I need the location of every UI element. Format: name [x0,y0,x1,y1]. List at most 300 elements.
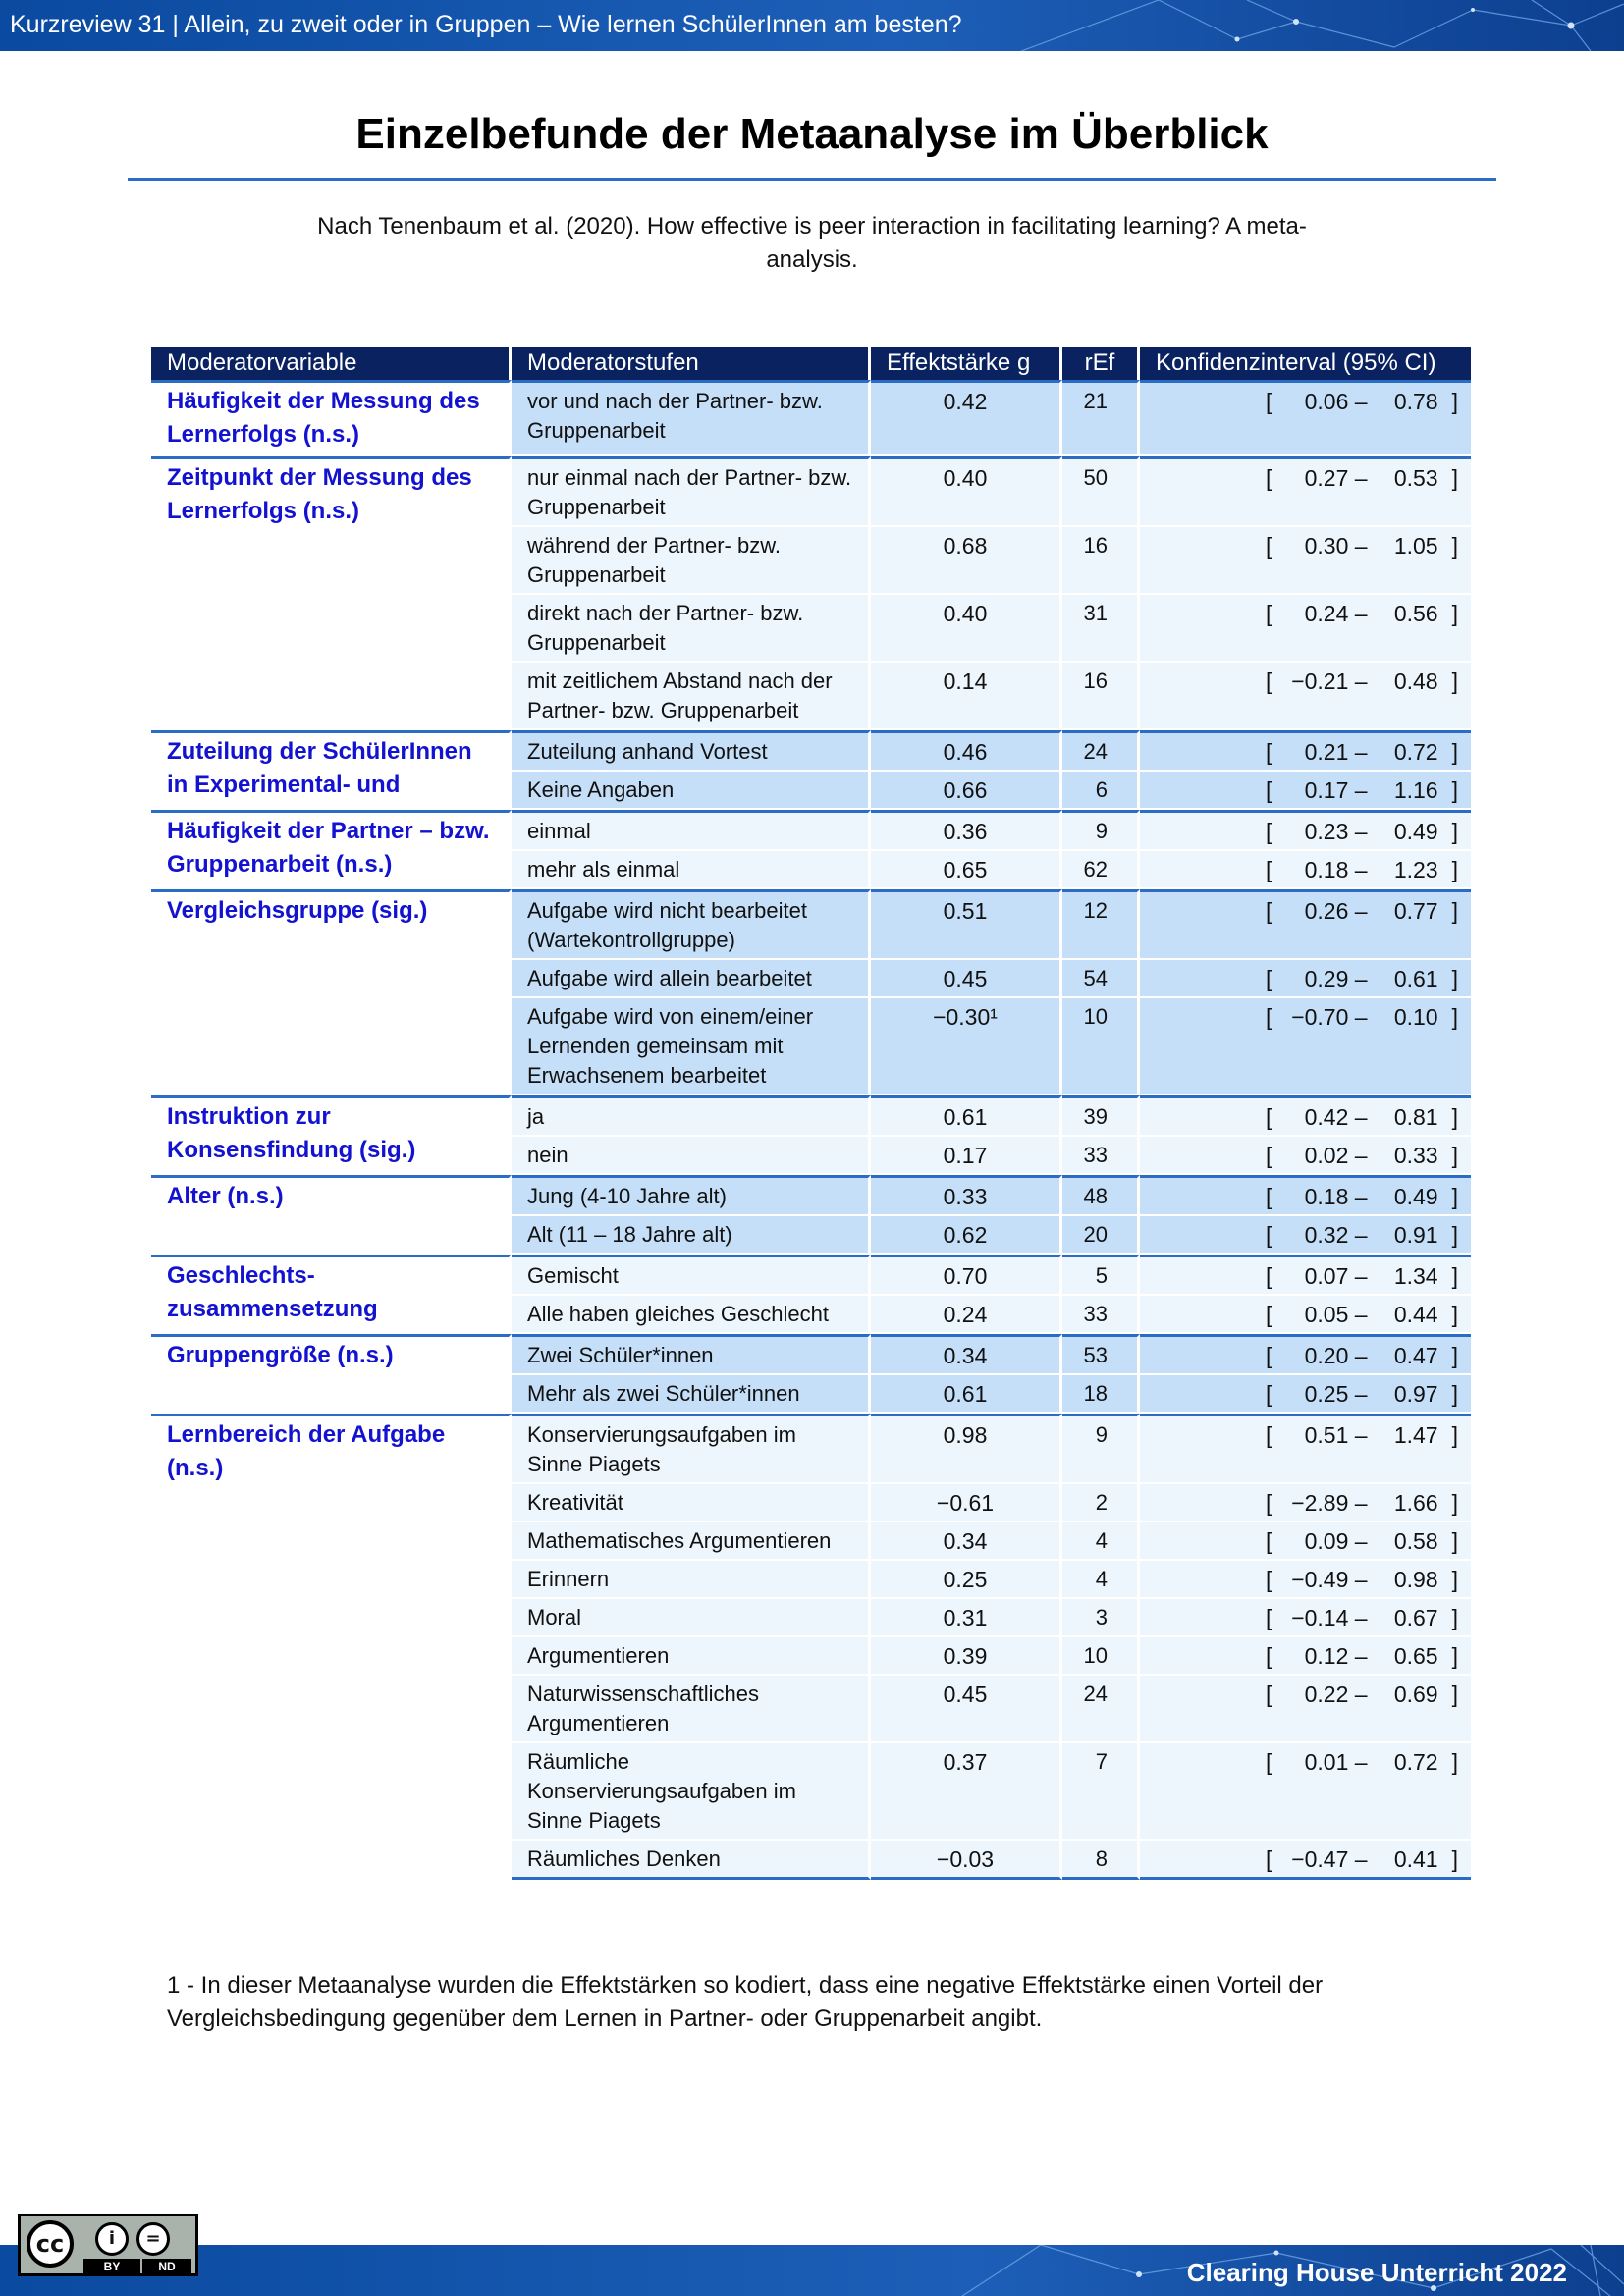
ci-cell [1140,1599,1471,1637]
ci-upper: 1.23 [1393,857,1438,882]
ci-dash: – [1348,1302,1368,1327]
ci-upper: 0.44 [1393,1302,1438,1327]
ci-lower: 0.25 [1304,1381,1349,1407]
ci-open-bracket: [ [1266,857,1272,882]
ci-dash: – [1348,1567,1368,1592]
k-cell: 4 [1062,1522,1140,1561]
effect-cell: 0.14 [871,663,1062,730]
moderator-cell: Alter (n.s.) [151,1175,512,1255]
ci-cell [1140,1216,1471,1255]
table-row [151,1414,1471,1484]
ci-dash: – [1348,777,1368,803]
ci-close-bracket: ] [1451,1567,1458,1592]
ci-open-bracket: [ [1266,739,1272,765]
footnote: 1 - In dieser Metaanalyse wurden die Effektstärken so kodiert, dass eine negative Effektstärke einen Vorteil der Vergleichsbedingung gegenüber dem Lernen in Partner- oder Gruppenarbeit angibt. [167,1972,1324,2032]
header-k: rEf [1062,347,1140,380]
ci-cell [1140,1175,1471,1216]
ci-upper: 0.98 [1393,1567,1438,1592]
table-row [151,810,1471,851]
table-row [151,456,1471,527]
header-effect: Effektstärke g [871,347,1062,380]
effect-cell: 0.31 [871,1599,1062,1637]
ci-dash: – [1348,739,1368,765]
ci-close-bracket: ] [1451,898,1458,924]
level-cell: nur einmal nach der Partner- bzw. Gruppenarbeit [512,456,871,527]
level-cell: Naturwissenschaftliches Argumentieren [512,1676,871,1743]
k-cell: 3 [1062,1599,1140,1637]
moderator-cell: Vergleichsgruppe (sig.) [151,889,512,1095]
ci-cell [1140,960,1471,998]
ci-lower: 0.09 [1304,1528,1349,1554]
ci-dash: – [1348,533,1368,559]
ci-dash: – [1348,1381,1368,1407]
ci-open-bracket: [ [1266,898,1272,924]
ci-open-bracket: [ [1266,1682,1272,1707]
level-cell: Jung (4-10 Jahre alt) [512,1175,871,1216]
ci-upper: 0.91 [1393,1222,1438,1248]
ci-lower: −0.49 [1291,1567,1349,1592]
ci-close-bracket: ] [1451,1749,1458,1775]
effect-cell: 0.36 [871,810,1062,851]
k-cell: 8 [1062,1841,1140,1880]
ci-cell [1140,1676,1471,1743]
effect-cell: −0.61 [871,1484,1062,1522]
ci-close-bracket: ] [1451,1302,1458,1327]
ci-cell [1140,1841,1471,1880]
level-cell: Zwei Schüler*innen [512,1334,871,1375]
ci-dash: – [1348,898,1368,924]
ci-dash: – [1348,601,1368,626]
k-cell: 5 [1062,1255,1140,1296]
ci-lower: 0.30 [1304,533,1349,559]
header-text: Kurzreview 31 | Allein, zu zweit oder in Gruppen – Wie lernen SchülerInnen am besten? [10,11,962,38]
effect-cell: 0.40 [871,456,1062,527]
ci-dash: – [1348,857,1368,882]
ci-lower: 0.26 [1304,898,1349,924]
table-row [151,889,1471,960]
ci-lower: 0.02 [1304,1143,1349,1168]
level-cell: Kreativität [512,1484,871,1522]
ci-close-bracket: ] [1451,1381,1458,1407]
footer-text: Clearing House Unterricht 2022 [1186,2258,1567,2287]
ci-dash: – [1348,819,1368,844]
ci-open-bracket: [ [1266,533,1272,559]
ci-cell [1140,772,1471,810]
ci-upper: 0.78 [1393,389,1438,414]
effect-cell: 0.45 [871,1676,1062,1743]
level-cell: Aufgabe wird allein bearbeitet [512,960,871,998]
ci-cell [1140,380,1471,456]
effect-cell: 0.70 [871,1255,1062,1296]
ci-dash: – [1348,1263,1368,1289]
moderator-cell: Zuteilung der SchülerInnen in Experimental- und [151,730,512,810]
ci-cell [1140,1743,1471,1841]
level-cell: Gemischt [512,1255,871,1296]
k-cell: 10 [1062,1637,1140,1676]
level-cell: Alt (11 – 18 Jahre alt) [512,1216,871,1255]
level-cell: einmal [512,810,871,851]
level-cell: mit zeitlichem Abstand nach der Partner- bzw. Gruppenarbeit [512,663,871,730]
ci-open-bracket: [ [1266,601,1272,626]
ci-open-bracket: [ [1266,465,1272,491]
ci-close-bracket: ] [1451,601,1458,626]
ci-close-bracket: ] [1451,1682,1458,1707]
ci-close-bracket: ] [1451,465,1458,491]
ci-open-bracket: [ [1266,1302,1272,1327]
ci-close-bracket: ] [1451,1263,1458,1289]
ci-cell [1140,730,1471,772]
ci-open-bracket: [ [1266,966,1272,991]
ci-lower: 0.18 [1304,857,1349,882]
ci-dash: – [1348,1846,1368,1872]
k-cell: 7 [1062,1743,1140,1841]
license-by-label: BY [83,2259,140,2274]
table-row [151,1255,1471,1296]
level-cell: Konservierungsaufgaben im Sinne Piagets [512,1414,871,1484]
ci-lower: −0.70 [1291,1004,1349,1030]
effect-cell: 0.39 [871,1637,1062,1676]
ci-lower: 0.06 [1304,389,1349,414]
ci-dash: – [1348,389,1368,414]
ci-lower: 0.51 [1304,1422,1349,1448]
ci-lower: −2.89 [1291,1490,1349,1516]
level-cell: Mehr als zwei Schüler*innen [512,1375,871,1414]
ci-open-bracket: [ [1266,1846,1272,1872]
k-cell: 4 [1062,1561,1140,1599]
ci-open-bracket: [ [1266,1104,1272,1130]
ci-dash: – [1348,1605,1368,1630]
ci-dash: – [1348,1422,1368,1448]
ci-upper: 0.33 [1393,1143,1438,1168]
ci-close-bracket: ] [1451,533,1458,559]
ci-dash: – [1348,1643,1368,1669]
cc-license-badge [18,2214,198,2276]
ci-close-bracket: ] [1451,739,1458,765]
ci-dash: – [1348,1143,1368,1168]
level-cell: Aufgabe wird nicht bearbeitet (Wartekontrollgruppe) [512,889,871,960]
k-cell: 12 [1062,889,1140,960]
k-cell: 48 [1062,1175,1140,1216]
ci-upper: 0.67 [1393,1605,1438,1630]
level-cell: Mathematisches Argumentieren [512,1522,871,1561]
ci-close-bracket: ] [1451,819,1458,844]
level-cell: mehr als einmal [512,851,871,889]
effect-cell: 0.25 [871,1561,1062,1599]
effect-cell: 0.65 [871,851,1062,889]
ci-upper: 1.05 [1393,533,1438,559]
header-bar [0,0,1624,51]
level-cell: ja [512,1095,871,1137]
ci-upper: 0.48 [1393,668,1438,694]
ci-dash: – [1348,1184,1368,1209]
ci-lower: 0.17 [1304,777,1349,803]
k-cell: 62 [1062,851,1140,889]
ci-upper: 1.66 [1393,1490,1438,1516]
ci-upper: 0.49 [1393,1184,1438,1209]
ci-upper: 0.97 [1393,1381,1438,1407]
effect-cell: 0.62 [871,1216,1062,1255]
ci-open-bracket: [ [1266,1143,1272,1168]
ci-cell [1140,595,1471,663]
moderator-cell: Häufigkeit der Partner – bzw. Gruppenarbeit (n.s.) [151,810,512,889]
effect-cell: 0.61 [871,1095,1062,1137]
effect-cell: 0.33 [871,1175,1062,1216]
effect-cell: 0.46 [871,730,1062,772]
k-cell: 16 [1062,663,1140,730]
moderator-cell: Häufigkeit der Messung des Lernerfolgs (n.s.) [151,380,512,456]
ci-upper: 1.16 [1393,777,1438,803]
ci-open-bracket: [ [1266,1184,1272,1209]
ci-close-bracket: ] [1451,1004,1458,1030]
ci-upper: 0.41 [1393,1846,1438,1872]
ci-lower: −0.47 [1291,1846,1349,1872]
header-ci: Konfidenzinterval (95% CI) [1140,347,1471,380]
level-cell: Zuteilung anhand Vortest [512,730,871,772]
title-divider [128,178,1496,181]
no-derivatives-icon: = [136,2222,170,2256]
ci-close-bracket: ] [1451,966,1458,991]
ci-cell [1140,527,1471,595]
ci-dash: – [1348,1749,1368,1775]
k-cell: 31 [1062,595,1140,663]
footer-bar [0,2245,1624,2296]
effect-cell: 0.40 [871,595,1062,663]
ci-dash: – [1348,1222,1368,1248]
ci-upper: 0.49 [1393,819,1438,844]
k-cell: 50 [1062,456,1140,527]
ci-dash: – [1348,966,1368,991]
k-cell: 10 [1062,998,1140,1095]
ci-lower: 0.07 [1304,1263,1349,1289]
ci-lower: 0.05 [1304,1302,1349,1327]
ci-cell [1140,1137,1471,1175]
ci-close-bracket: ] [1451,1846,1458,1872]
ci-upper: 0.77 [1393,898,1438,924]
ci-upper: 0.10 [1393,1004,1438,1030]
k-cell: 21 [1062,380,1140,456]
ci-open-bracket: [ [1266,1643,1272,1669]
moderator-cell: Gruppengröße (n.s.) [151,1334,512,1414]
level-cell: Alle haben gleiches Geschlecht [512,1296,871,1334]
ci-lower: 0.29 [1304,966,1349,991]
effect-cell: 0.34 [871,1334,1062,1375]
effect-cell: 0.24 [871,1296,1062,1334]
ci-upper: 1.34 [1393,1263,1438,1289]
ci-lower: 0.20 [1304,1343,1349,1368]
k-cell: 54 [1062,960,1140,998]
ci-open-bracket: [ [1266,777,1272,803]
ci-cell [1140,1414,1471,1484]
ci-cell [1140,889,1471,960]
k-cell: 20 [1062,1216,1140,1255]
ci-cell [1140,1296,1471,1334]
page-title: Einzelbefunde der Metaanalyse im Überblick [355,110,1269,158]
k-cell: 9 [1062,1414,1140,1484]
level-cell: direkt nach der Partner- bzw. Gruppenarbeit [512,595,871,663]
table-row [151,1095,1471,1137]
ci-dash: – [1348,1343,1368,1368]
ci-upper: 0.72 [1393,1749,1438,1775]
effect-cell: −0.03 [871,1841,1062,1880]
ci-cell [1140,998,1471,1095]
table-row [151,1175,1471,1216]
ci-open-bracket: [ [1266,1528,1272,1554]
effect-cell: 0.68 [871,527,1062,595]
ci-cell [1140,1637,1471,1676]
cc-logo-icon: cc [27,2220,74,2268]
ci-cell [1140,663,1471,730]
ci-lower: 0.27 [1304,465,1349,491]
ci-cell [1140,1095,1471,1137]
ci-upper: 0.69 [1393,1682,1438,1707]
ci-close-bracket: ] [1451,1222,1458,1248]
k-cell: 24 [1062,730,1140,772]
ci-open-bracket: [ [1266,1263,1272,1289]
table-row [151,1334,1471,1375]
k-cell: 9 [1062,810,1140,851]
ci-open-bracket: [ [1266,1381,1272,1407]
ci-close-bracket: ] [1451,1143,1458,1168]
ci-dash: – [1348,668,1368,694]
ci-upper: 0.53 [1393,465,1438,491]
ci-cell [1140,1484,1471,1522]
ci-close-bracket: ] [1451,1184,1458,1209]
ci-dash: – [1348,1528,1368,1554]
ci-cell [1140,1334,1471,1375]
effect-cell: 0.37 [871,1743,1062,1841]
moderator-cell: Instruktion zur Konsensfindung (sig.) [151,1095,512,1175]
source-citation: Nach Tenenbaum et al. (2020). How effective is peer interaction in facilitating learning? A meta-analysis. [317,213,1307,273]
effect-cell: 0.34 [871,1522,1062,1561]
table-row [151,380,1471,456]
ci-open-bracket: [ [1266,1749,1272,1775]
effect-cell: 0.17 [871,1137,1062,1175]
effect-cell: 0.42 [871,380,1062,456]
level-cell: vor und nach der Partner- bzw. Gruppenarbeit [512,380,871,456]
ci-upper: 0.65 [1393,1643,1438,1669]
header-moderator: Moderatorvariable [151,347,512,380]
ci-open-bracket: [ [1266,1004,1272,1030]
level-cell: Argumentieren [512,1637,871,1676]
level-cell: Räumliches Denken [512,1841,871,1880]
ci-cell [1140,851,1471,889]
k-cell: 33 [1062,1296,1140,1334]
effect-cell: −0.30¹ [871,998,1062,1095]
ci-lower: −0.21 [1291,668,1349,694]
ci-upper: 0.72 [1393,739,1438,765]
k-cell: 24 [1062,1676,1140,1743]
findings-table [151,347,1471,1880]
ci-upper: 0.56 [1393,601,1438,626]
moderator-cell: Geschlechts-zusammensetzung [151,1255,512,1334]
level-cell: während der Partner- bzw. Gruppenarbeit [512,527,871,595]
ci-dash: – [1348,1004,1368,1030]
ci-close-bracket: ] [1451,668,1458,694]
ci-open-bracket: [ [1266,1605,1272,1630]
ci-cell [1140,1522,1471,1561]
ci-dash: – [1348,1682,1368,1707]
ci-cell [1140,1255,1471,1296]
level-cell: Erinnern [512,1561,871,1599]
ci-open-bracket: [ [1266,1490,1272,1516]
k-cell: 39 [1062,1095,1140,1137]
ci-close-bracket: ] [1451,1490,1458,1516]
level-cell: Keine Angaben [512,772,871,810]
ci-close-bracket: ] [1451,777,1458,803]
ci-open-bracket: [ [1266,389,1272,414]
ci-upper: 0.81 [1393,1104,1438,1130]
table-row [151,730,1471,772]
ci-upper: 1.47 [1393,1422,1438,1448]
effect-cell: 0.45 [871,960,1062,998]
ci-open-bracket: [ [1266,1422,1272,1448]
attribution-icon: i [95,2222,129,2256]
moderator-cell: Lernbereich der Aufgabe (n.s.) [151,1414,512,1880]
ci-lower: 0.22 [1304,1682,1349,1707]
ci-upper: 0.47 [1393,1343,1438,1368]
effect-cell: 0.51 [871,889,1062,960]
ci-close-bracket: ] [1451,1605,1458,1630]
ci-open-bracket: [ [1266,1222,1272,1248]
effect-cell: 0.61 [871,1375,1062,1414]
ci-close-bracket: ] [1451,389,1458,414]
k-cell: 53 [1062,1334,1140,1375]
k-cell: 16 [1062,527,1140,595]
ci-open-bracket: [ [1266,819,1272,844]
ci-dash: – [1348,465,1368,491]
k-cell: 18 [1062,1375,1140,1414]
ci-cell [1140,810,1471,851]
ci-cell [1140,1561,1471,1599]
ci-lower: −0.14 [1291,1605,1349,1630]
k-cell: 6 [1062,772,1140,810]
ci-lower: 0.12 [1304,1643,1349,1669]
ci-upper: 0.61 [1393,966,1438,991]
level-cell: Moral [512,1599,871,1637]
ci-open-bracket: [ [1266,668,1272,694]
ci-upper: 0.58 [1393,1528,1438,1554]
ci-open-bracket: [ [1266,1567,1272,1592]
ci-close-bracket: ] [1451,1528,1458,1554]
level-cell: Räumliche Konservierungsaufgaben im Sinne Piagets [512,1743,871,1841]
k-cell: 33 [1062,1137,1140,1175]
ci-close-bracket: ] [1451,1422,1458,1448]
ci-lower: 0.32 [1304,1222,1349,1248]
k-cell: 2 [1062,1484,1140,1522]
ci-lower: 0.18 [1304,1184,1349,1209]
ci-open-bracket: [ [1266,1343,1272,1368]
ci-cell [1140,1375,1471,1414]
ci-lower: 0.21 [1304,739,1349,765]
effect-cell: 0.66 [871,772,1062,810]
ci-close-bracket: ] [1451,1343,1458,1368]
level-cell: Aufgabe wird von einem/einer Lernenden gemeinsam mit Erwachsenem bearbeitet [512,998,871,1095]
header-levels: Moderatorstufen [512,347,871,380]
ci-close-bracket: ] [1451,857,1458,882]
ci-close-bracket: ] [1451,1104,1458,1130]
ci-lower: 0.42 [1304,1104,1349,1130]
ci-dash: – [1348,1104,1368,1130]
ci-dash: – [1348,1490,1368,1516]
level-cell: nein [512,1137,871,1175]
ci-lower: 0.23 [1304,819,1349,844]
license-nd-label: ND [142,2259,191,2274]
ci-cell [1140,456,1471,527]
moderator-cell: Zeitpunkt der Messung des Lernerfolgs (n.s.) [151,456,512,730]
ci-lower: 0.01 [1304,1749,1349,1775]
ci-lower: 0.24 [1304,601,1349,626]
effect-cell: 0.98 [871,1414,1062,1484]
